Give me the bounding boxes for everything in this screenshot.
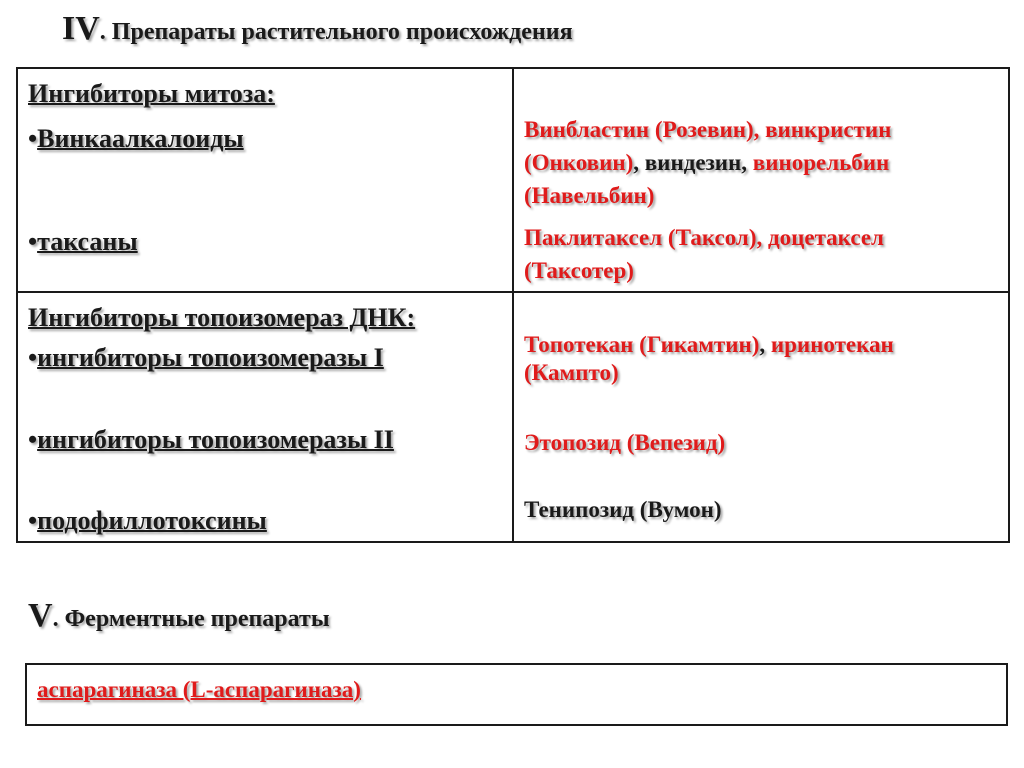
row2-bullet-3 <box>28 506 267 536</box>
bullet-mark: • <box>28 227 38 256</box>
drug-segment: , <box>759 332 771 357</box>
row1-drugs-a <box>524 113 994 212</box>
drug-segment: , виндезин, <box>633 150 753 175</box>
enzyme-item: аспарагиназа (L-аспарагиназа) <box>37 677 361 702</box>
drug-segment: иринотекан (Кампто) <box>524 332 894 385</box>
drug-table <box>16 67 1010 543</box>
section-iv-numeral: IV <box>62 10 100 47</box>
row2-bullet-3-text: подофиллотоксины <box>37 506 267 535</box>
row1-bullet-1 <box>28 124 244 154</box>
section-iv-title <box>62 10 573 48</box>
row2-bullet-2 <box>28 425 394 455</box>
bullet-mark: • <box>28 343 38 372</box>
bullet-mark: • <box>28 506 38 535</box>
row2-drugs-c: Тенипозид (Вумон) <box>524 497 722 522</box>
row2-header: Ингибиторы топоизомераз ДНК: <box>28 303 416 332</box>
row2-bullet-1 <box>28 343 384 373</box>
row1-bullet-2-text: таксаны <box>37 227 138 256</box>
row1-bullet-2 <box>28 227 138 257</box>
row1-category-cell <box>17 68 513 292</box>
section-v-text: . Ферментные препараты <box>52 606 330 632</box>
bullet-mark: • <box>28 425 38 454</box>
table-row <box>17 68 1009 292</box>
row1-drugs-b: Паклитаксел (Таксол), доцетаксел (Таксотер) <box>524 225 884 283</box>
row1-drugs-cell <box>513 68 1009 292</box>
row1-bullet-1-text: Винкаалкалоиды <box>37 124 244 153</box>
section-v-numeral: V <box>28 597 53 634</box>
table-row <box>17 292 1009 542</box>
drug-segment: Винбластин (Розевин), винкристин (Онковин) <box>524 117 892 175</box>
row2-drugs-cell <box>513 292 1009 542</box>
row2-category-cell <box>17 292 513 542</box>
row1-header: Ингибиторы митоза: <box>28 79 275 108</box>
drug-segment: Топотекан (Гикамтин) <box>524 332 760 357</box>
drug-segment: винорельбин (Навельбин) <box>524 150 890 208</box>
row2-drugs-b: Этопозид (Вепезид) <box>524 430 726 455</box>
section-v-title <box>28 597 330 635</box>
row2-drugs-a <box>524 331 964 387</box>
section-iv-text: . Препараты растительного происхождения <box>99 19 573 45</box>
row2-bullet-1-text: ингибиторы топоизомеразы I <box>37 343 384 372</box>
row2-bullet-2-text: ингибиторы топоизомеразы II <box>37 425 394 454</box>
bullet-mark: • <box>28 124 38 153</box>
enzyme-box <box>25 663 1008 726</box>
